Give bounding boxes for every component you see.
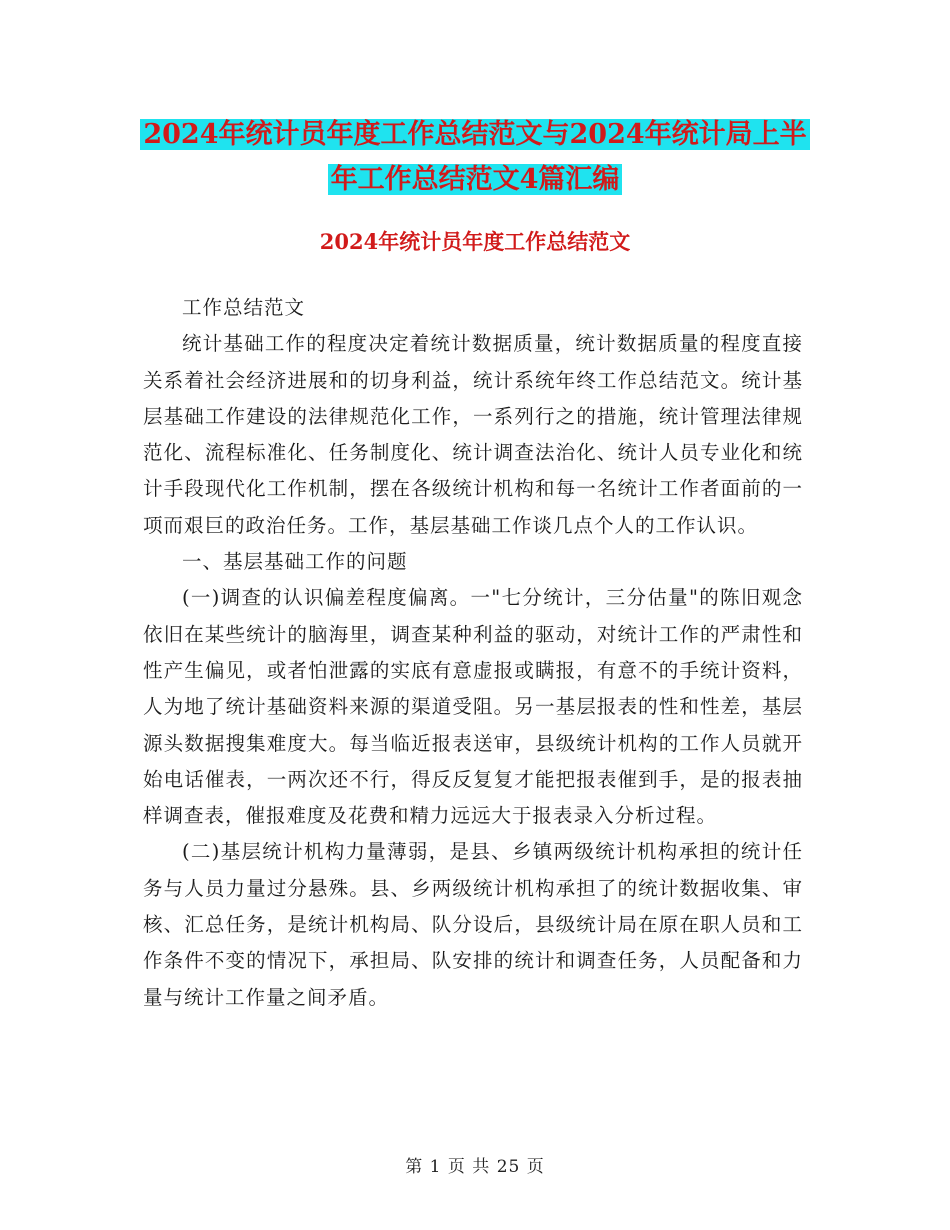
section-title: 2024年统计员年度工作总结范文 — [319, 229, 631, 254]
document-title-line-1: 2024年统计员年度工作总结范文与2024年统计局上半 — [0, 112, 950, 151]
document-body — [143, 290, 803, 1016]
paragraph-item-1: (一)调查的认识偏差程度偏离。一"七分统计，三分估量"的陈旧观念依旧在某些统计的脑海里，调查某种利益的驱动，对统计工作的严肃性和性产生偏见，或者怕泄露的实底有意虚报或瞒报，有意不的手统计资料，人为地了统计基础资料来源的渠道受阻。另一基层报表的性和性差，基层源头数据搜集难度大。每当临近报表送审，县级统计机构的工作人员就开始电话催表，一两次还不行，得反反复复才能把报表催到手，是的报表抽样调查表，催报难度及花费和精力远远大于报表录入分析过程。 — [143, 586, 803, 828]
page-footer: 第 1 页 共 25 页 — [405, 1157, 545, 1177]
paragraph-intro: 统计基础工作的程度决定着统计数据质量，统计数据质量的程度直接关系着社会经济进展和的切身利益，统计系统年终工作总结范文。统计基层基础工作建设的法律规范化工作，一系列行之的措施，统计管理法律规范化、流程标准化、任务制度化、统计调查法治化、统计人员专业化和统计手段现代化工作机制，摆在各级统计机构和每一名统计工作者面前的一项而艰巨的政治任务。工作，基层基础工作谈几点个人的工作认识。 — [143, 332, 803, 537]
paragraph-heading: 工作总结范文 — [182, 296, 306, 319]
paragraph-section-heading: 一、基层基础工作的问题 — [182, 550, 408, 574]
document-title-line-2: 年工作总结范文4篇汇编 — [0, 157, 950, 196]
paragraph-item-2: (二)基层统计机构力量薄弱，是县、乡镇两级统计机构承担的统计任务与人员力量过分悬殊。县、乡两级统计机构承担了的统计数据收集、审核、汇总任务，是统计机构局、队分设后，县级统计局在原在职人员和工作条件不变的情况下，承担局、队安排的统计和调查任务，人员配备和力量与统计工作量之间矛盾。 — [143, 840, 803, 1009]
